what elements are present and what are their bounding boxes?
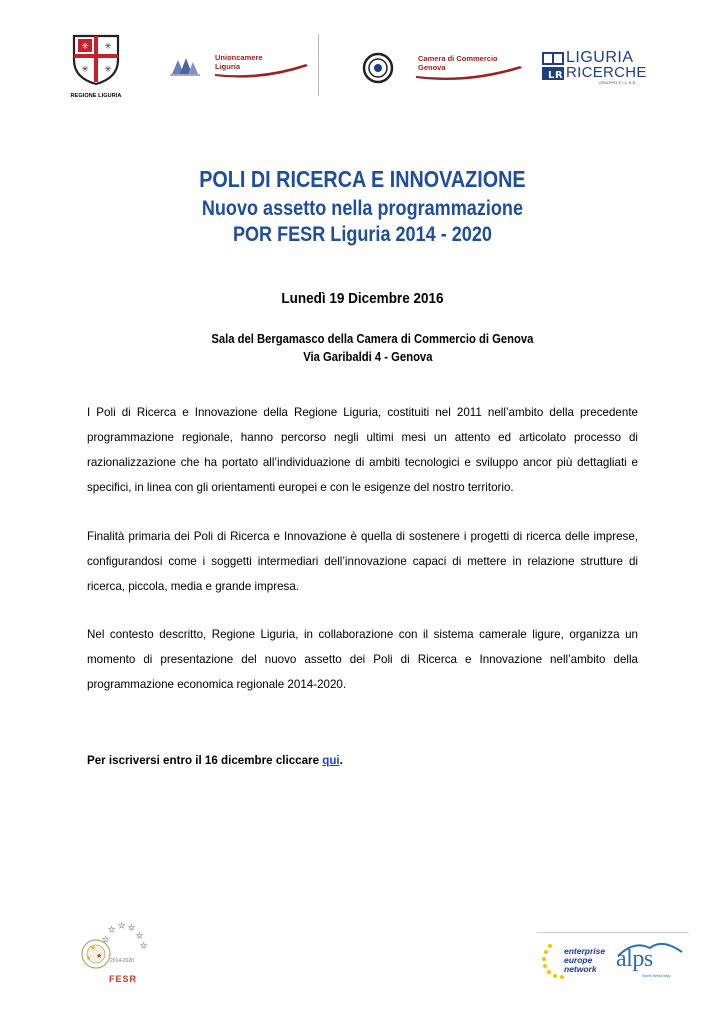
enterprise-europe-network-logo (542, 940, 612, 984)
een-text (564, 947, 605, 974)
fesr-logo (74, 920, 156, 990)
subtitle-line1: Nuovo assetto nella programmazione (201, 197, 523, 220)
svg-text:✳: ✳ (104, 65, 112, 75)
fesr-stars-icon (74, 920, 156, 976)
subtitle-line2: POR FESR Liguria 2014 - 2020 (232, 223, 492, 246)
paragraph-intro: I Poli di Ricerca e Innovazione della Regione Liguria, costituiti nel 2011 nell’ambito della precedente programmazione regionale, hanno percorso negli ultimi mesi un attento ed articolato processo di razionalizzazione che ha portato all’individuazione di ambiti tecnologici e sviluppo ancor più dettagliati e specifici, in linea con gli orientamenti europei e con le esigenze del nostro territorio. (87, 406, 638, 494)
unioncamere-logo (170, 52, 310, 80)
event-date: Lunedì 19 Dicembre 2016 (281, 290, 444, 307)
camera-commercio-line1: Camera di Commercio (418, 54, 498, 63)
liguria-ricerche-mark-icon (542, 52, 564, 82)
regione-liguria-caption: REGIONE LIGURIA (70, 93, 122, 99)
unioncamere-swoosh-icon (170, 52, 310, 80)
svg-text:★: ★ (140, 941, 148, 950)
unioncamere-line1: Unioncamere (215, 53, 263, 62)
een-line2: europe (564, 955, 593, 965)
unioncamere-line2: Liguria (215, 62, 241, 71)
svg-text:★: ★ (102, 935, 110, 944)
main-title: POLI DI RICERCA E INNOVAZIONE (199, 166, 526, 192)
header-divider (318, 34, 319, 96)
svg-text:★: ★ (96, 952, 103, 960)
alps-word: alps (616, 946, 653, 972)
liguria-ricerche-logo (542, 49, 654, 86)
registration-link[interactable]: qui (322, 754, 340, 767)
alps-logo (614, 938, 686, 984)
registration-text: Per iscriversi entro il 16 dicembre cliccare (87, 754, 323, 767)
paragraph-context: Nel contesto descritto, Regione Liguria, in collaborazione con il sistema camerale ligure, organizza un momento di presentazione del nuovo assetto dei Poli di Ricerca e Innovazione nell’ambito della programmazione economica regionale 2014-2020. (87, 628, 638, 691)
een-line1: enterprise (564, 946, 606, 956)
event-address: Via Garibaldi 4 - Genova (303, 350, 433, 364)
svg-text:✳: ✳ (104, 42, 112, 52)
svg-text:✳: ✳ (81, 42, 89, 52)
svg-text:★: ★ (128, 923, 136, 932)
camera-commercio-swoosh-icon (362, 52, 522, 82)
fesr-years: 2014-2020 (110, 958, 134, 964)
liguria-ricerche-line2: RICERCHE (566, 64, 647, 81)
svg-text:R: R (555, 70, 563, 81)
svg-text:★: ★ (90, 944, 97, 952)
regione-liguria-shield-icon (71, 32, 121, 86)
registration-end: . (339, 754, 343, 767)
event-venue: Sala del Bergamasco della Camera di Commercio di Genova (211, 332, 534, 346)
een-line3: network (564, 964, 597, 974)
liguria-ricerche-group: GRUPPO F.I.L.S.E. (599, 80, 638, 85)
svg-text:L: L (548, 70, 555, 81)
camera-commercio-logo (362, 52, 522, 82)
svg-text:✳: ✳ (81, 65, 89, 75)
footer-divider (537, 932, 689, 933)
camera-commercio-line2: Genova (418, 63, 446, 72)
svg-text:★: ★ (86, 955, 92, 962)
regione-liguria-logo (66, 32, 126, 99)
registration-line (87, 754, 343, 767)
svg-text:★: ★ (136, 931, 144, 940)
svg-text:★: ★ (108, 925, 116, 934)
liguria-ricerche-line1: LIGURIA (566, 49, 634, 66)
svg-text:★: ★ (118, 921, 126, 930)
paragraph-purpose: Finalità primaria dei Poli di Ricerca e Innovazione è quella di sostenere i progetti di ricerca delle imprese, configurandosi come i soggetti intermediari dell’innovazione capaci di mettere in relazione strutture di ricerca, piccola, media e grande impresa. (87, 530, 638, 593)
alps-subtitle: North West Italy (642, 973, 671, 978)
fesr-label: FESR (109, 974, 138, 984)
